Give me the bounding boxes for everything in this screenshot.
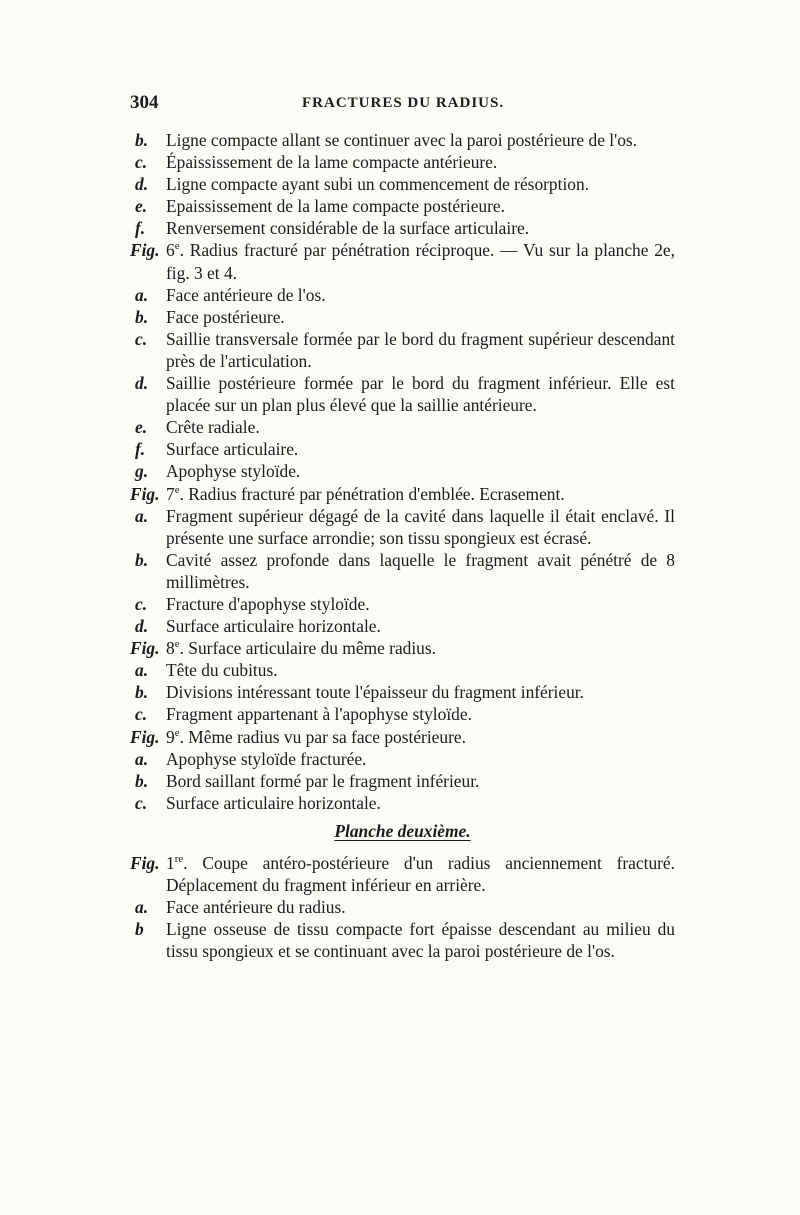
item-letter: a. (135, 897, 149, 918)
figure-number: 6 (166, 240, 175, 261)
item-text: Fragment supérieur dégagé de la cavité dans laquelle il était enclavé. Il présente une surface arrondie; son tissu spongieux est écrasé. (166, 505, 675, 548)
item-text: Ligne compacte ayant subi un commencement de résorption. (166, 174, 590, 195)
figure-number-suffix: e (174, 240, 180, 253)
item-text: Face postérieure. (166, 306, 285, 327)
section-title: Planche deuxième. (334, 820, 471, 841)
item-letter: c. (135, 704, 148, 725)
item-text: Surface articulaire horizontale. (166, 616, 381, 637)
figure-caption: . Même radius vu par sa face postérieure. (179, 726, 466, 747)
legend-item (130, 918, 675, 962)
item-text: Ligne osseuse de tissu compacte fort épaisse descendant au milieu du tissu spongieux et se continuant avec la paroi postérieure de l'os. (166, 919, 675, 962)
item-text: Divisions intéressant toute l'épaisseur du fragment inférieur. (166, 682, 584, 703)
legend-item (130, 681, 675, 703)
legend-item (130, 703, 675, 725)
item-text (166, 239, 675, 283)
legend-item (130, 328, 675, 372)
figure-entry (130, 239, 675, 283)
legend-item (130, 770, 675, 792)
item-text: Renversement considérable de la surface articulaire. (166, 218, 530, 239)
figure-number: 7 (166, 483, 175, 504)
figure-label: Fig. (130, 853, 160, 873)
item-text (166, 852, 675, 896)
item-letter: c. (135, 792, 148, 813)
item-text: Cavité assez profonde dans laquelle le fragment avait pénétré de 8 millimètres. (166, 549, 675, 592)
item-letter: b. (135, 306, 149, 327)
item-letter: a. (135, 748, 149, 769)
legend-item (130, 438, 675, 460)
running-title: FRACTURES DU RADIUS. (302, 95, 505, 111)
item-letter: a. (135, 660, 149, 681)
item-text: Saillie transversale formée par le bord du fragment supérieur descendant près de l'articulation. (166, 328, 675, 371)
legend-item (130, 284, 675, 306)
page-number: 304 (130, 92, 159, 113)
figure-entry (130, 852, 675, 896)
item-text: Saillie postérieure formée par le bord du fragment inférieur. Elle est placée sur un plan plus élevé que la saillie antérieure. (166, 373, 675, 416)
item-text: Face antérieure de l'os. (166, 284, 326, 305)
legend-item (130, 593, 675, 615)
item-text: Apophyse styloïde. (166, 461, 301, 482)
figure-label: Fig. (130, 240, 160, 261)
item-letter: b. (135, 770, 149, 791)
page-header (130, 92, 675, 122)
legend-item (130, 748, 675, 770)
item-text: Face antérieure du radius. (166, 897, 346, 918)
item-text (166, 483, 675, 505)
item-text (166, 637, 675, 659)
item-text: Épaississement de la lame compacte antérieure. (166, 152, 498, 173)
legend-item (130, 659, 675, 681)
legend-item (130, 151, 675, 173)
figure-number: 9 (166, 726, 175, 747)
figure-number-suffix: e (174, 483, 180, 496)
legend-item (130, 615, 675, 637)
legend-item (130, 896, 675, 918)
figure-caption: . Surface articulaire du même radius. (179, 638, 436, 659)
item-letter: b. (135, 549, 149, 570)
body-text (130, 129, 675, 962)
legend-item (130, 505, 675, 549)
item-text: Apophyse styloïde fracturée. (166, 748, 367, 769)
figure-caption: . Coupe antéro-postérieure d'un radius anciennement fracturé. Déplacement du fragment inférieur en arrière. (166, 853, 675, 896)
item-letter: c. (135, 593, 148, 614)
legend-item (130, 195, 675, 217)
legend-item (130, 217, 675, 239)
figure-number-suffix: e (174, 638, 180, 651)
legend-item (130, 460, 675, 482)
item-text: Surface articulaire. (166, 439, 299, 460)
item-letter: e. (135, 196, 148, 217)
item-letter: a. (135, 505, 149, 526)
legend-item (130, 549, 675, 593)
item-text: Surface articulaire horizontale. (166, 792, 381, 813)
item-letter: f. (135, 439, 146, 460)
figure-number-suffix: e (174, 726, 180, 739)
legend-item (130, 416, 675, 438)
figure-caption: . Radius fracturé par pénétration d'emblée. Ecrasement. (179, 483, 565, 504)
item-letter: b. (135, 130, 149, 150)
item-letter: f. (135, 218, 146, 239)
figure-label: Fig. (130, 483, 160, 504)
legend-item (130, 792, 675, 814)
item-letter: d. (135, 616, 149, 637)
figure-label: Fig. (130, 726, 160, 747)
figure-number: 1 (166, 853, 175, 873)
figure-entry (130, 726, 675, 748)
item-letter: e. (135, 417, 148, 438)
item-text: Bord saillant formé par le fragment inférieur. (166, 770, 480, 791)
item-text (166, 726, 675, 748)
figure-number: 8 (166, 638, 175, 659)
item-letter: d. (135, 174, 149, 195)
item-text: Tête du cubitus. (166, 660, 278, 681)
legend-item (130, 306, 675, 328)
item-text: Epaississement de la lame compacte postérieure. (166, 196, 505, 217)
figure-label: Fig. (130, 638, 160, 659)
item-text: Crête radiale. (166, 417, 260, 438)
item-letter: c. (135, 328, 148, 349)
legend-list-planche-2 (130, 852, 675, 962)
item-text: Fracture d'apophyse styloïde. (166, 593, 370, 614)
item-letter: a. (135, 284, 149, 305)
figure-entry (130, 637, 675, 659)
item-text: Ligne compacte allant se continuer avec la paroi postérieure de l'os. (166, 130, 638, 150)
item-letter: g. (135, 461, 149, 482)
figure-entry (130, 483, 675, 505)
item-letter: b (135, 919, 144, 940)
figure-number-suffix: re (174, 853, 184, 866)
item-letter: d. (135, 373, 149, 394)
item-letter: c. (135, 152, 148, 173)
figure-caption: . Radius fracturé par pénétration réciproque. — Vu sur la planche 2e, fig. 3 et 4. (166, 240, 675, 283)
legend-item (130, 372, 675, 416)
item-text: Fragment appartenant à l'apophyse styloïde. (166, 704, 472, 725)
legend-item (130, 129, 675, 151)
legend-list-planche-1 (130, 129, 675, 814)
legend-item (130, 173, 675, 195)
item-letter: b. (135, 682, 149, 703)
